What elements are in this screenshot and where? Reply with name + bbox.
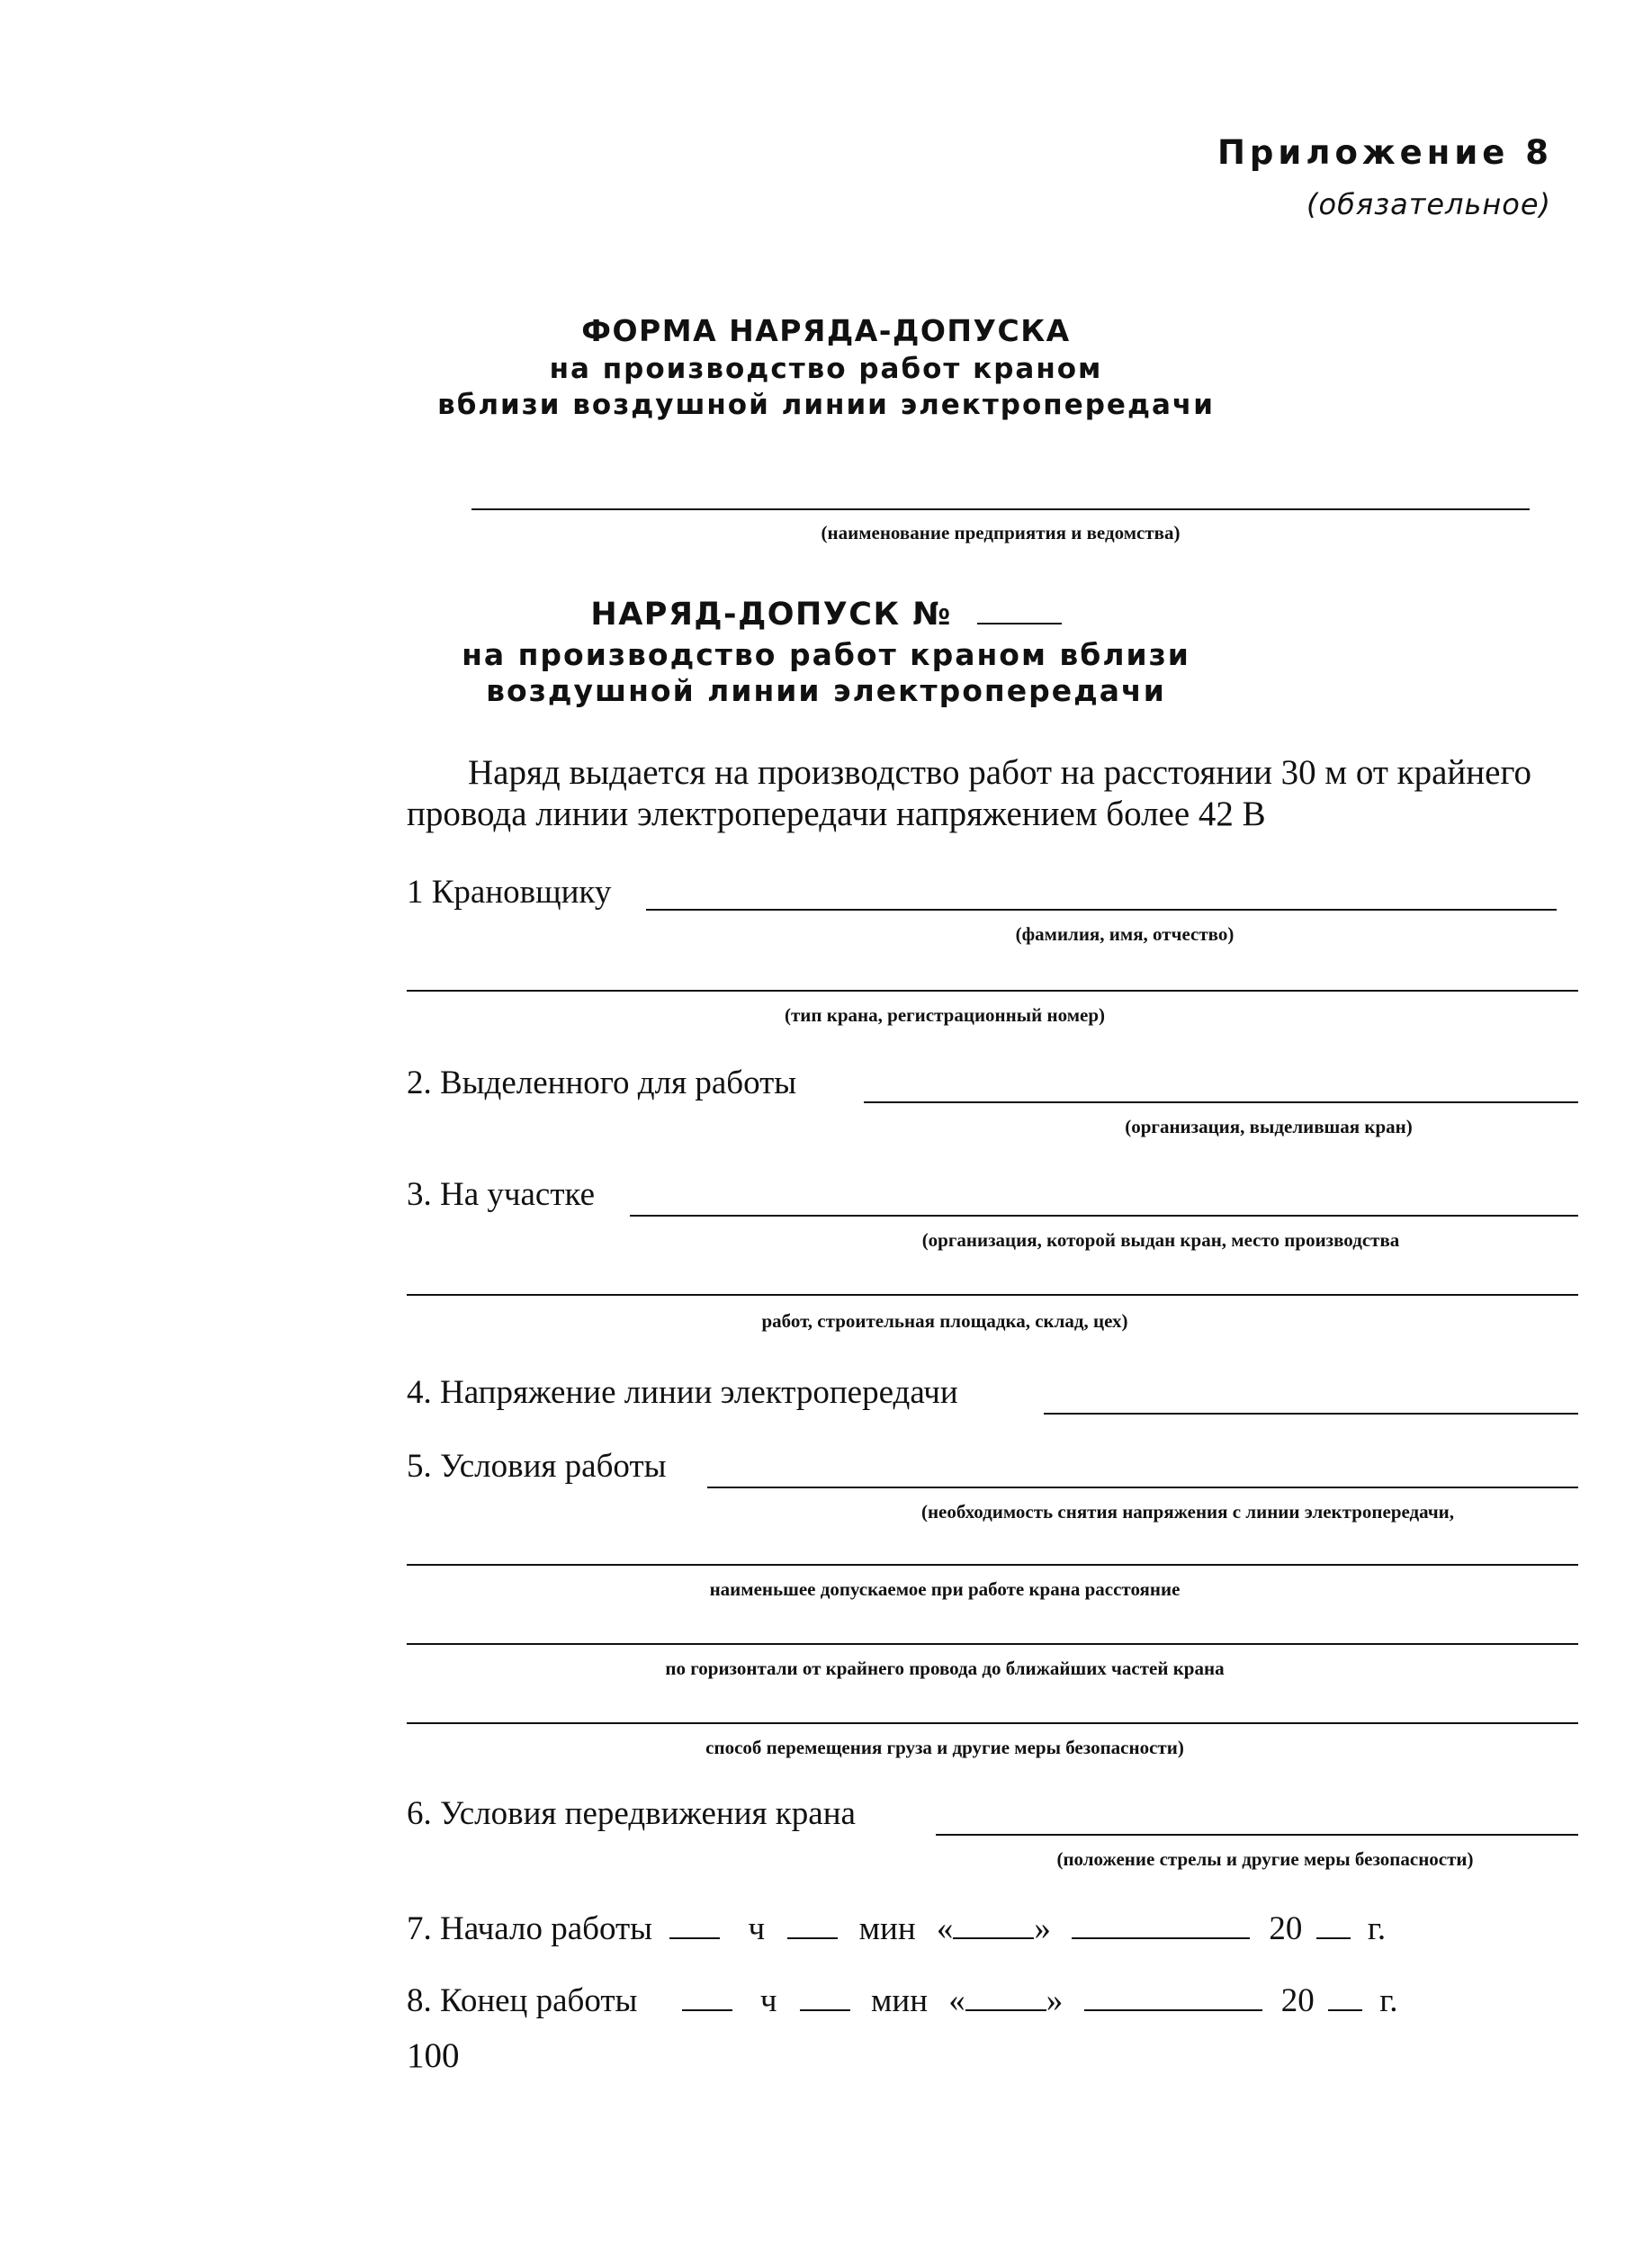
end-minutes-field[interactable] (800, 1982, 850, 2011)
end-hours-field[interactable] (682, 1982, 732, 2011)
start-year-suffix: г. (1367, 1910, 1387, 1947)
end-quote-open: « (948, 1982, 965, 2019)
allocating-org-caption: (организация, выделившая кран) (1125, 1116, 1413, 1137)
work-conditions-line-4[interactable] (407, 1722, 1578, 1724)
end-year-field[interactable] (1328, 1982, 1362, 2011)
section-caption-2: работ, строительная площадка, склад, цех) (761, 1310, 1128, 1332)
work-conditions-caption-4: способ перемещения груза и другие меры безопасности) (705, 1737, 1184, 1758)
permit-title (0, 596, 1652, 633)
work-place-field[interactable] (407, 1294, 1578, 1296)
work-conditions-caption-2: наименьшее допускаемое при работе крана расстояние (709, 1578, 1181, 1600)
start-year-field[interactable] (1316, 1910, 1351, 1939)
end-work-label: 8. Конец работы (407, 1982, 638, 2019)
page-number: 100 (407, 2036, 460, 2075)
start-hours-field[interactable] (669, 1910, 720, 1939)
end-day-field[interactable] (965, 1982, 1046, 2011)
work-conditions-caption-1: (необходимость снятия напряжения с линии электропередачи, (920, 1501, 1455, 1523)
end-quote-close: » (1046, 1982, 1064, 2019)
field-1-label: 1 Крановщику (407, 874, 612, 911)
work-conditions-line-2[interactable] (407, 1564, 1578, 1566)
section-caption-1: (организация, которой выдан кран, место производства (921, 1229, 1400, 1251)
end-minutes-unit: мин (871, 1982, 929, 2019)
form-title: ФОРМА НАРЯДА-ДОПУСКА (581, 313, 1071, 348)
crane-type-caption: (тип крана, регистрационный номер) (785, 1004, 1105, 1026)
field-2-label: 2. Выделенного для работы (407, 1065, 797, 1101)
form-subtitle-1: на производство работ краном (549, 353, 1103, 385)
start-quote-open: « (936, 1910, 954, 1947)
start-hours-unit: ч (748, 1910, 766, 1947)
intro-line-2: провода линии электропередачи напряжением более 42 В (407, 795, 1266, 833)
field-3-label: 3. На участке (407, 1176, 595, 1213)
end-month-field[interactable] (1084, 1982, 1262, 2011)
field-5-label: 5. Условия работы (407, 1448, 667, 1485)
crane-type-field[interactable] (407, 990, 1578, 992)
form-subtitle-2: вблизи воздушной линии электропередачи (437, 389, 1215, 421)
crane-movement-caption: (положение стрелы и другие меры безопасности) (1056, 1848, 1474, 1870)
operator-name-field[interactable] (646, 909, 1557, 911)
end-hours-unit: ч (759, 1982, 777, 2019)
appendix-note: (обязательное) (1306, 187, 1551, 221)
permit-number-field[interactable] (977, 596, 1062, 624)
appendix-title: Приложение 8 (1217, 133, 1553, 172)
work-conditions-caption-3: по горизонтали от крайнего провода до ближайших частей крана (665, 1658, 1225, 1679)
start-day-field[interactable] (953, 1910, 1034, 1939)
start-work-row (407, 1909, 1386, 1948)
section-field[interactable] (630, 1215, 1578, 1217)
start-work-label: 7. Начало работы (407, 1910, 653, 1947)
end-work-row (407, 1981, 1398, 2020)
start-quote-close: » (1034, 1910, 1051, 1947)
work-conditions-field[interactable] (707, 1487, 1578, 1488)
permit-subtitle-1: на производство работ краном вблизи (462, 637, 1190, 672)
voltage-field[interactable] (1044, 1413, 1578, 1415)
operator-name-caption: (фамилия, имя, отчество) (1015, 923, 1235, 945)
start-year-prefix: 20 (1269, 1910, 1303, 1947)
start-month-field[interactable] (1072, 1910, 1250, 1939)
field-4-label: 4. Напряжение линии электропередачи (407, 1374, 958, 1411)
start-minutes-unit: мин (858, 1910, 916, 1947)
crane-movement-field[interactable] (936, 1834, 1578, 1836)
org-name-caption: (наименование предприятия и ведомства) (821, 522, 1181, 544)
field-6-label: 6. Условия передвижения крана (407, 1795, 856, 1832)
intro-line-1: Наряд выдается на производство работ на расстоянии 30 м от крайнего (468, 753, 1531, 792)
org-name-field[interactable] (471, 508, 1530, 510)
allocating-org-field[interactable] (864, 1101, 1578, 1103)
work-conditions-line-3[interactable] (407, 1643, 1578, 1645)
permit-title-text: НАРЯД-ДОПУСК № (590, 597, 952, 633)
permit-subtitle-2: воздушной линии электропередачи (486, 673, 1166, 708)
end-year-suffix: г. (1379, 1982, 1398, 2019)
end-year-prefix: 20 (1280, 1982, 1315, 2019)
start-minutes-field[interactable] (787, 1910, 838, 1939)
